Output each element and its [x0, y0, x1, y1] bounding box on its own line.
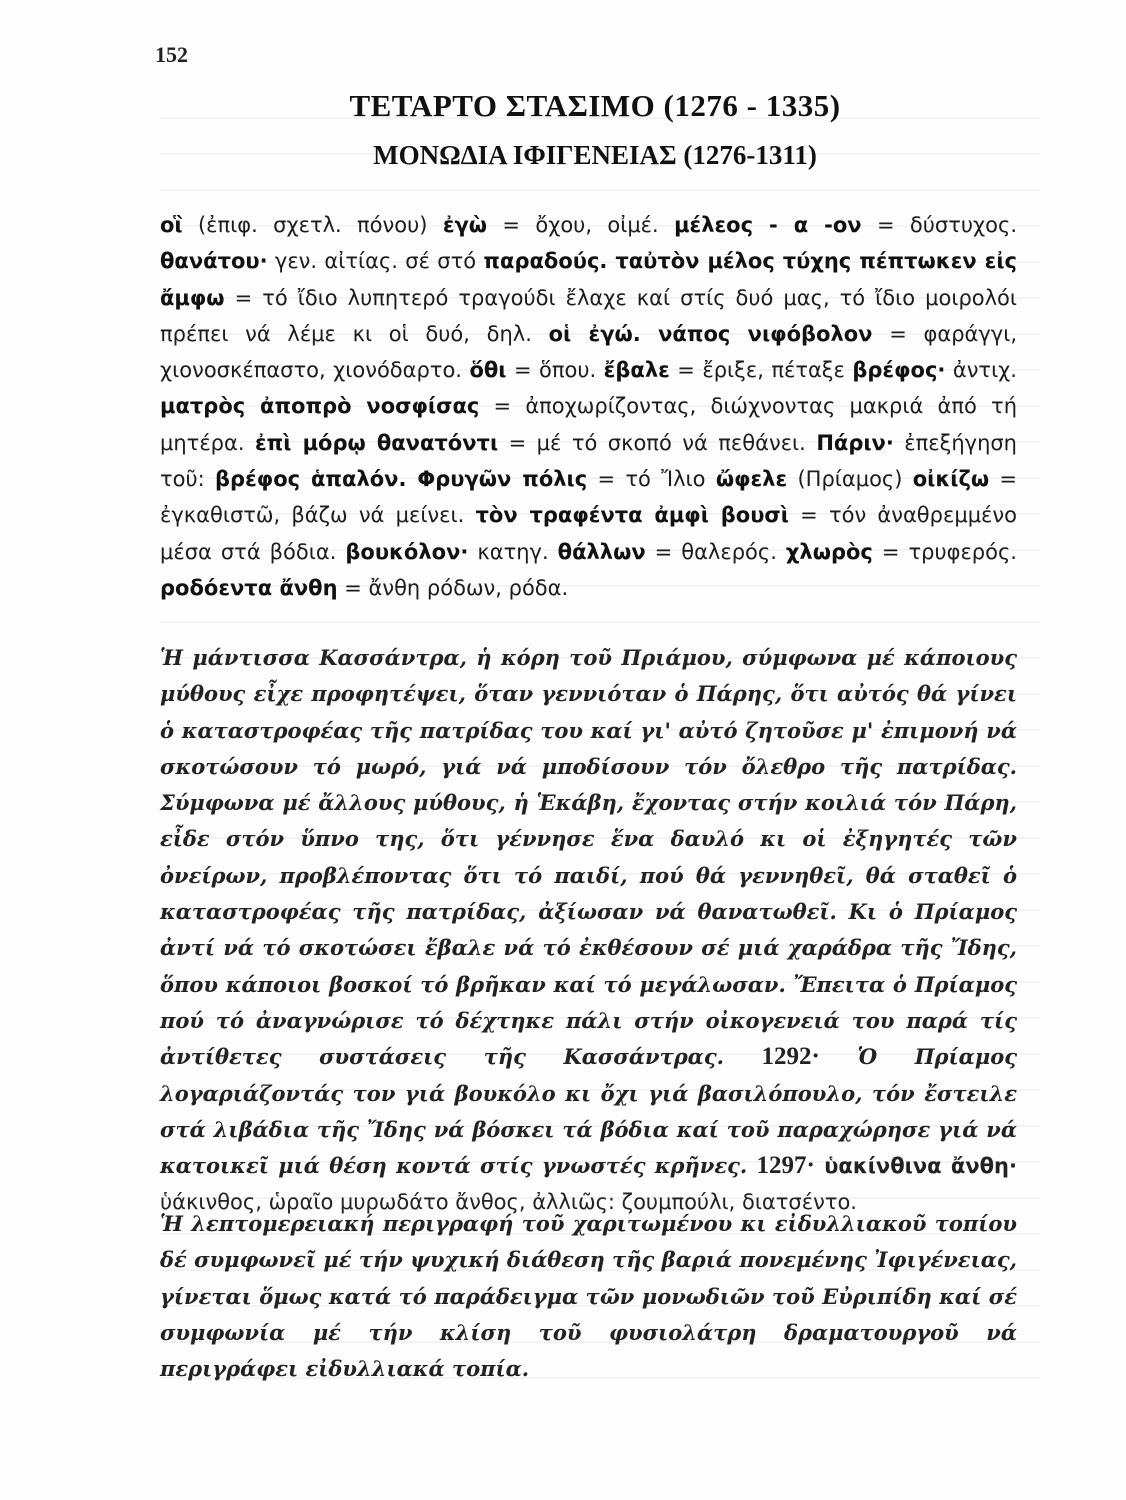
glossary-term: βρέφος ἁπαλόν. Φρυγῶν πόλις	[215, 467, 588, 492]
section-title: ΤΕΤΑΡΤΟ ΣΤΑΣΙΜΟ (1276 - 1335)	[349, 88, 841, 123]
glossary-definition: ὑάκινθος, ὡραῖο μυρωδάτο ἄνθος, ἀλλιῶς: ζουμπούλι, διατσέντο.	[160, 1190, 857, 1215]
glossary-term: ροδόεντα ἄνθη	[160, 575, 338, 600]
page-number: 152	[155, 42, 188, 67]
glossary-term: Πάριν·	[816, 430, 894, 455]
glossary-definition: = ἄνθη ρόδων, ρόδα.	[337, 575, 569, 600]
glossary-definition: = τό ἴδιο λυπητερό τραγούδι ἔλαχε καί στίς δυό μας, τό ἴδιο μοιρολόι πρέπει νά λέμε κι οἱ δυό, δηλ.	[160, 285, 1017, 346]
glossary-definition: (Πρίαμος)	[787, 467, 913, 492]
glossary-term: θανάτου·	[160, 249, 268, 274]
glossary-definition: = ἔριξε, πέταξε	[669, 358, 853, 383]
glossary-term: βρέφος·	[852, 358, 946, 383]
glossary-term: ἐγὼ	[442, 213, 488, 237]
glossary-definition: κατηγ.	[468, 539, 558, 564]
glossary-term: βουκόλον·	[345, 539, 469, 564]
glossary-term: θάλλων	[557, 539, 646, 564]
glossary-term: ματρὸς ἀποπρὸ νοσφίσας	[160, 394, 480, 419]
glossary-definition: = τό Ἴλιο	[587, 467, 716, 492]
commentary-paragraph-2: Ἡ λεπτομερειακή περιγραφή τοῦ χαριτωμένου κι εἰδυλλιακοῦ τοπίου δέ συμφωνεῖ μέ τήν ψυχική διάθεση τῆς βαριά πονεμένης Ἰφιγένειας, γίνεται ὅμως κατά τό παράδειγμα τῶν μονωδιῶν τοῦ Εὐριπίδη καί σέ συμφωνία μέ τήν κλίση τοῦ φυσιολάτρη δραματουργοῦ νά περιγράφει εἰδυλλιακά τοπία.	[160, 1211, 1017, 1382]
glossary-definition: (ἐπιφ. σχετλ. πόνου)	[182, 213, 443, 237]
glossary-term: μέλεος - α -ον	[674, 213, 862, 237]
glossary-definition: = μέ τό σκοπό νά πεθάνει.	[498, 430, 817, 455]
commentary-text: Ἡ μάντισσα Κασσάντρα, ἡ κόρη τοῦ Πριάμου, σύμφωνα μέ κάποιους μύθους εἶχε προφητέψει, ὅταν γεννιόταν ὁ Πάρης, ὅτι αὐτός θά γίνει ὁ καταστροφέας τῆς πατρίδας του καί γι' αὐτό ζητοῦσε μ' ἐπιμονή νά σκοτώσουν τό μωρό, γιά νά μποδίσουν τόν ὄλεθρο τῆς πατρίδας. Σύμφωνα μέ ἄλλους μύθους, ἡ Ἑκάβη, ἔχοντας στήν κοιλιά τόν Πάρη, εἶδε στόν ὕπνο της, ὅτι γέννησε ἕνα δαυλό κι οἱ ἐξηγητές τῶν ὀνείρων, προβλέποντας ὅτι τό παιδί, πού θά γεννηθεῖ, θά σταθεῖ ὁ καταστροφέας τῆς πατρίδας, ἀξίωσαν νά θανατωθεῖ. Κι ὁ Πρίαμος ἀντί νά τό σκοτώσει ἔβαλε νά τό ἐκθέσουν σέ μιά χαράδρα τῆς Ἴδης, ὅπου κάποιοι βοσκοί τό βρῆκαν καί τό μεγάλωσαν. Ἔπειτα ὁ Πρίαμος πού τό ἀναγνώρισε τό δέχτηκε πάλι στήν οἰκογενειά του παρά τίς ἀντίθετες συστάσεις τῆς Κασσάντρας.	[160, 645, 1017, 1070]
glossary-definition: = δύστυχος.	[861, 213, 1017, 237]
glossary-definition: ἀντιχ.	[945, 358, 1017, 383]
glossary-definition: = φαράγγι, χιονοσκέπαστο, χιονόδαρτο.	[160, 321, 1018, 383]
glossary-definition: = τόν ἀναθρεμμένο μέσα στά βόδια.	[160, 503, 1017, 564]
glossary-definition: = ὅπου.	[506, 358, 604, 383]
glossary-definition: = τρυφερός.	[872, 539, 1017, 564]
glossary-term: ἔβαλε	[603, 358, 670, 383]
glossary-definition: ἐπεξήγηση τοῦ:	[160, 430, 1017, 492]
glossary-term: τὸν τραφέντα ἀμφὶ βουσὶ	[475, 503, 789, 528]
verse-number: 1292·	[761, 1043, 820, 1071]
glossary-term: ἐπὶ μόρῳ θανατόντι	[254, 430, 499, 455]
glossary-definition: γεν. αἰτίας. σέ στό	[267, 249, 484, 274]
glossary-definition: = ἀποχωρίζοντας, διώχνοντας μακριά ἀπό τή μητέρα.	[160, 394, 1018, 455]
glossary-term: ὅθι	[469, 358, 507, 383]
glossary-term: χλωρὸς	[785, 539, 873, 564]
glossary-definition: = ὄχου, οἰμέ.	[487, 213, 675, 237]
glossary-term: οἰκίζω	[912, 467, 990, 492]
glossary-term: οἱ ἐγώ. νάπος νιφόβολον	[548, 321, 873, 346]
glossary-term: παραδούς. ταὐτὸν μέλος τύχης πέπτωκεν εἰς ἄμφω	[160, 249, 1017, 310]
verse-number: 1297·	[756, 1152, 815, 1180]
commentary-text: Ὁ Πρίαμος λογαριάζοντάς τον γιά βουκόλο κι ὄχι γιά βασιλόπουλο, τόν ἔστειλε στά λιβάδια τῆς Ἴδης νά βόσκει τά βόδια καί τοῦ παραχώρησε γιά νά κατοικεῖ μιά θέση κοντά στίς γνωστές κρῆνες.	[160, 1044, 1017, 1179]
glossary-term: ὤφελε	[715, 467, 788, 492]
glossary-definition: = θαλερός.	[645, 539, 786, 564]
commentary-paragraph-1	[160, 640, 1017, 1221]
glossary-paragraph	[160, 207, 1017, 606]
glossary-term: ὑακίνθινα ἄνθη·	[814, 1154, 1017, 1179]
glossary-definition: = ἐγκαθιστῶ, βάζω νά μείνει.	[160, 467, 1018, 528]
glossary-term: οἳ	[160, 213, 183, 237]
section-subtitle: ΜΟΝΩΔΙΑ ΙΦΙΓΕΝΕΙΑΣ (1276-1311)	[373, 140, 817, 170]
